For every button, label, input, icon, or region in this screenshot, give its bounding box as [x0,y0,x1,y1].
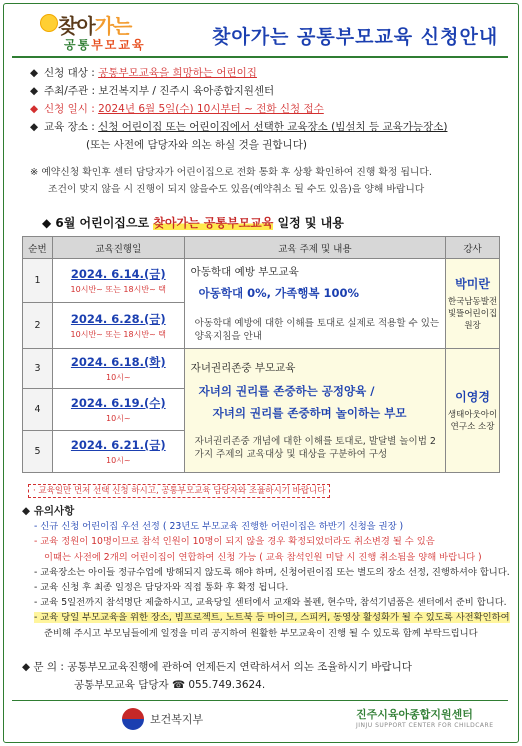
topic-child-abuse: 아동학대 예방 부모교육 아동학대 0%, 가족행복 100% 아동학대 예방에 대한 이해를 토대로 실제로 적용할 수 있는 양육지침을 안내 [184,259,445,349]
header-lecturer: 강사 [446,237,500,259]
caution-list [22,504,510,641]
contact-info [22,658,412,694]
row-date: 2024. 6.19.(수) 10시~ [52,389,184,431]
page-title: 찾아가는 공통부모교육 신청안내 [212,26,499,48]
caution-line: - 교육 당일 부모교육을 위한 장소, 빔프로젝트, 노트북 등 마이크, 스피커, 동영상 활성화가 될 수 있도록 사전확인하여 [34,612,510,624]
caution-line: 준비해 주시고 부모님들에게 일정을 미리 공지하여 원활한 부모교육이 진행 될 수 있도록 함께 부탁드립니다 [44,627,478,639]
caution-line: 이때는 사전에 2개의 어린이집이 연합하여 신청 가능 ( 교육 참석인원 미달 시 진행 취소됨을 양해 바랍니다 ) [44,551,482,563]
logo [40,10,190,54]
caution-heading: ◆ 유의사항 [22,505,75,517]
section-heading: ◆ 6월 어린이집으로 찾아가는 공통부모교육 일정 및 내용 [42,216,344,230]
reservation-notice [30,164,500,198]
header-topic: 교육 주제 및 내용 [184,237,445,259]
row-no: 1 [23,259,53,303]
schedule-table [22,236,500,473]
table-header-row [23,237,500,259]
divider [12,56,508,58]
row-no: 4 [23,389,53,431]
row-date: 2024. 6.21.(금) 10시~ [52,431,184,473]
ministry-name: 보건복지부 [150,713,204,726]
ministry-logo [122,708,203,730]
topic-child-rights: 자녀권리존중 부모교육 자녀의 권리를 존중하는 공정양육 / 자녀의 권리를 존중하며 놀이하는 부모 자녀권리존중 개념에 대한 이해를 토대로, 발달별 놀이법 2가지 주제의 교육대상 및 대상을 구분하여 구성 [184,349,445,473]
row-date: 2024. 6.28.(금) 10시반~ 또는 18시반~ 택 [52,303,184,349]
row-date: 2024. 6.18.(화) 10시~ [52,349,184,389]
caution-line: - 신규 신청 어린이집 우선 선정 ( 23년도 부모교육 진행한 어린이집은 하반기 신청을 권장 ) [34,521,404,533]
caution-line: - 교육 신청 후 최종 일정은 담당자와 직접 통화 후 확정 됩니다. [34,582,289,594]
center-name-en: JINJU SUPPORT CENTER FOR CHILDCARE [356,722,494,729]
logo-line1: 찾아가는 [58,14,132,38]
notice-line1: ※ 예약신청 확인후 센터 담당자가 어린이집으로 전화 통화 후 상황 확인하여 진행 확정 됩니다. [30,167,432,178]
logo-line2: 공통부모교육 [64,38,146,52]
header-no: 순번 [23,237,53,259]
info-date: ◆ 신청 일시 : 2024년 6월 5일(수) 10시부터 ~ 전화 신청 접수 [30,100,500,118]
caution-line: - 교육 정원이 10명이므로 참석 인원이 10명이 되지 않을 경우 확정되었더라도 취소변경 될 수 있음 [34,536,435,548]
center-logo [356,706,494,729]
info-place: ◆ 교육 장소 : 신청 어린이집 또는 어린이집에서 선택한 교육장소 (빔설치 등 교육가능장소) [30,118,500,136]
lecturer-1: 박미란 한국남동발전 빛뜰어린이집 원장 [446,259,500,349]
info-list [30,64,500,154]
table-row [23,349,500,389]
caution-line: - 교육장소는 아이들 정규수업에 방해되지 않도록 해야 하며, 신청어린이집 또는 별도의 장소 선정, 진행하셔야 합니다. [34,566,510,578]
row-date: 2024. 6.14.(금) 10시반~ 또는 18시반~ 택 [52,259,184,303]
row-no: 3 [23,349,53,389]
info-place-note: (또는 사전에 담당자와 의논 하실 것을 권합니다) [86,139,307,151]
diamond-icon: ◆ [30,85,39,97]
divider [12,700,508,701]
contact-line1: ◆ 문 의 : 공통부모교육진행에 관하여 언제든지 연락하셔서 의논 조율하시기 바랍니다 [22,661,412,673]
diamond-icon: ◆ [30,67,39,79]
diamond-icon: ◆ [30,121,39,133]
row-no: 2 [23,303,53,349]
header-date: 교육진행일 [52,237,184,259]
info-host: ◆ 주최/주관 : 보건복지부 / 진주시 육아종합지원센터 [30,82,500,100]
sun-icon [40,14,58,32]
table-row [23,259,500,303]
caution-line: - 교육 5일전까지 참석명단 제출하시고, 교육당일 센터에서 교재와 볼펜, 현수막, 참석기념품은 센터에서 준비 합니다. [34,597,507,609]
lecturer-2: 이영경 생태아웃아이 연구소 소장 [446,349,500,473]
diamond-icon: ◆ [30,103,39,115]
info-target: ◆ 신청 대상 : 공통부모교육을 희망하는 어린이집 [30,64,500,82]
table-note: · 교육일만 먼저 선택 신청 하시고, 공통부모교육 담당자와 조율하시기 바랍니다 [28,484,330,496]
taegeuk-icon [122,708,144,730]
row-no: 5 [23,431,53,473]
center-name: 진주시육아종합지원센터 [356,708,473,721]
contact-line2: 공통부모교육 담당자 ☎ 055.749.3624. [74,679,266,691]
notice-line2: 조건이 맞지 않을 시 진행이 되지 않을수도 있음(예약취소 될 수도 있음)을 양해 바랍니다 [48,184,425,195]
